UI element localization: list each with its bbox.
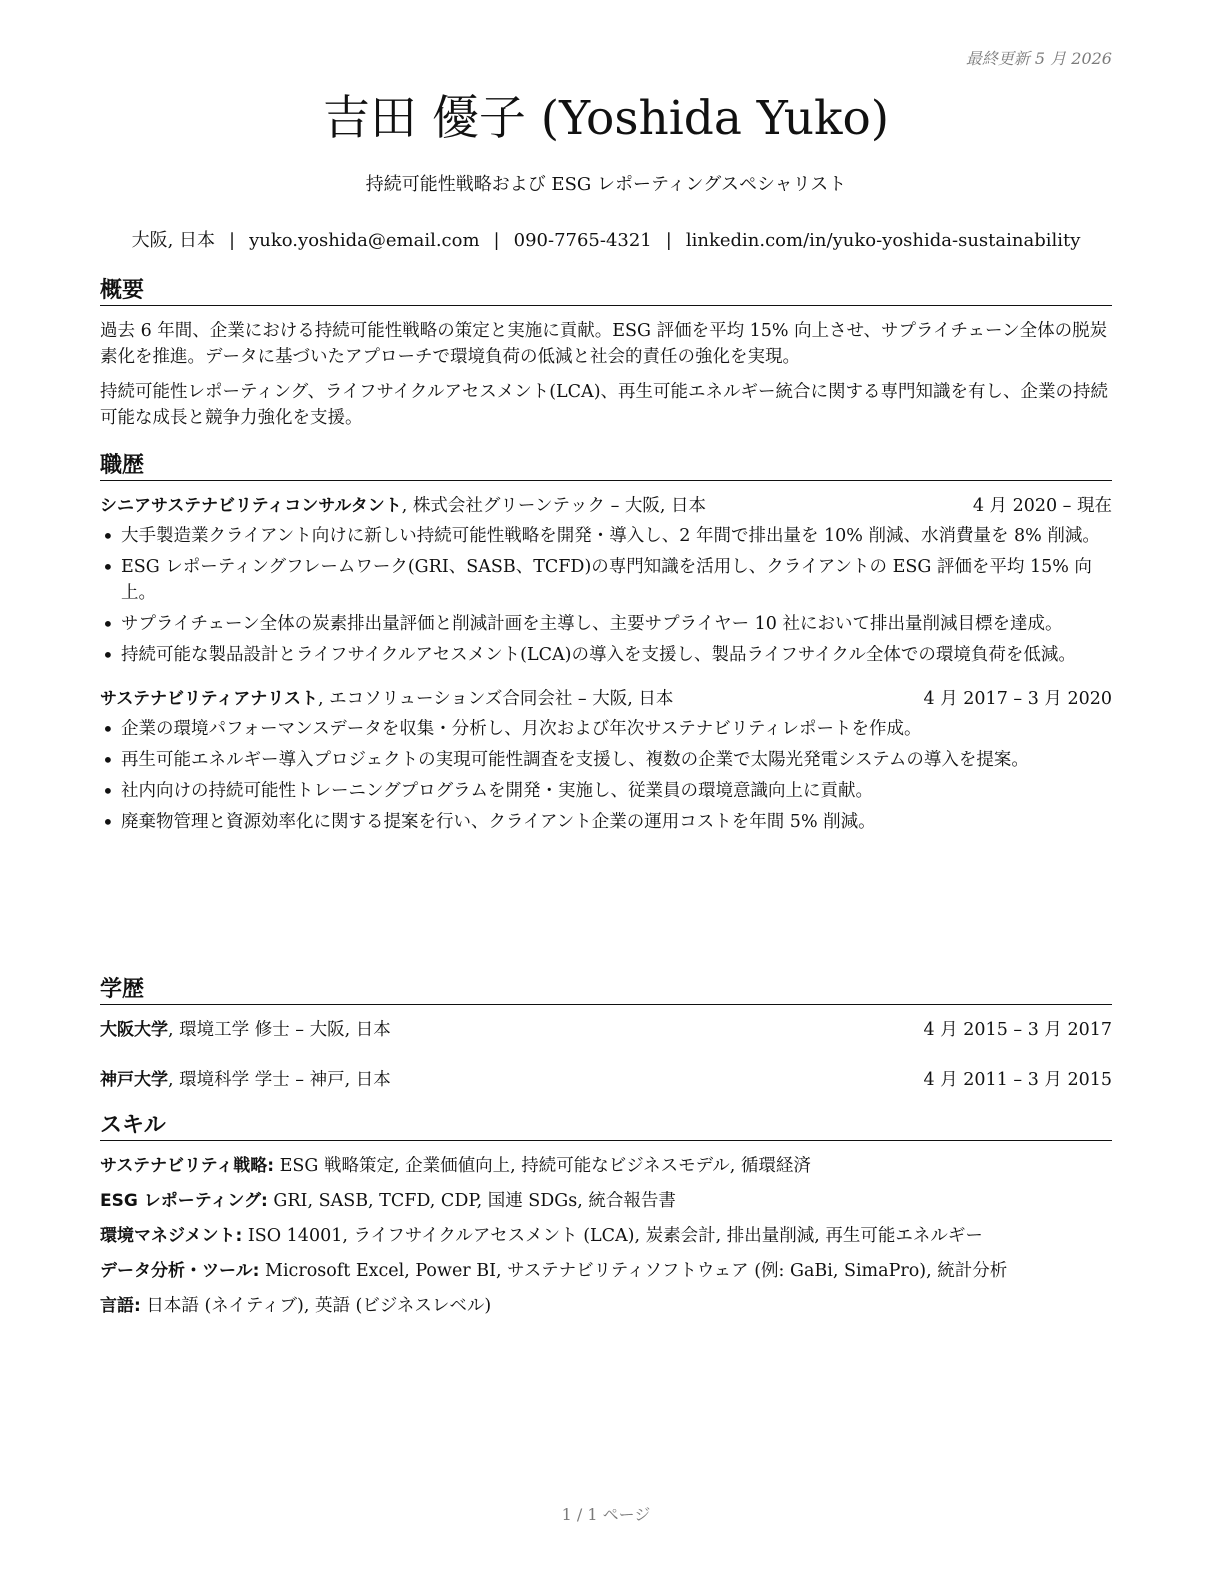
candidate-name: 吉田 優子 (Yoshida Yuko) <box>322 91 890 146</box>
job-bullet: • ESG レポーティングフレームワーク(GRI、SASB、TCFD)の専門知識を活用し、クライアントの ESG 評価を平均 15% 向上。 <box>100 554 1112 606</box>
summary-paragraph: 持続可能性レポーティング、ライフサイクルアセスメント(LCA)、再生可能エネルギー統合に関する専門知識を有し、企業の持続可能な成長と競争力強化を支援。 <box>100 382 1109 428</box>
last-updated: 最終更新 5 月 2026 <box>965 49 1112 68</box>
contact-email[interactable]: yuko.yoshida@email.com <box>249 230 480 251</box>
skill-label: データ分析・ツール: <box>100 1261 260 1281</box>
job-bullet: • サプライチェーン全体の炭素排出量評価と削減計画を主導し、主要サプライヤー 10 社において排出量削減目標を達成。 <box>100 611 1112 637</box>
job-bullet: • 廃棄物管理と資源効率化に関する提案を行い、クライアント企業の運用コストを年間 5% 削減。 <box>100 809 1112 835</box>
job-bullet: • 企業の環境パフォーマンスデータを収集・分析し、月次および年次サステナビリティレポートを作成。 <box>100 716 1112 742</box>
summary-paragraph: 過去 6 年間、企業における持続可能性戦略の策定と実施に貢献。ESG 評価を平均 15% 向上させ、サプライチェーン全体の脱炭素化を推進。データに基づいたアプローチで環境負荷の低減と社会的責任の強化を実現。 <box>100 321 1108 367</box>
education-section <box>100 975 1112 1093</box>
resume-page <box>100 0 1112 1584</box>
education-school: 神戸大学 <box>100 1070 168 1090</box>
section-title-skills: スキル <box>100 1111 1112 1141</box>
job-bullet: • 社内向けの持続可能性トレーニングプログラムを開発・実施し、従業員の環境意識向上に貢献。 <box>100 778 1112 804</box>
skill-line <box>100 1223 1112 1249</box>
job-organization: , エコソリューションズ合同会社 – 大阪, 日本 <box>317 689 674 709</box>
education-dates: 4 月 2015 – 3 月 2017 <box>923 1020 1112 1040</box>
education-entry <box>100 1067 1112 1093</box>
skill-line <box>100 1153 1112 1179</box>
job-bullet: • 再生可能エネルギー導入プロジェクトの実現可能性調査を支援し、複数の企業で太陽光発電システムの導入を提案。 <box>100 747 1112 773</box>
job-role: サステナビリティアナリスト <box>100 689 318 709</box>
job-bullets <box>100 716 1112 835</box>
education-entry <box>100 1017 1112 1043</box>
job-dates: 4 月 2020 – 現在 <box>972 496 1112 516</box>
job-header <box>100 686 1112 712</box>
skill-value: Microsoft Excel, Power BI, サステナビリティソフトウェア (例: GaBi, SimaPro), 統計分析 <box>259 1261 1008 1281</box>
education-degree: , 環境科学 学士 – 神戸, 日本 <box>168 1070 391 1090</box>
section-title-experience: 職歴 <box>100 451 1112 481</box>
job-bullet: • 持続可能な製品設計とライフサイクルアセスメント(LCA)の導入を支援し、製品ライフサイクル全体での環境負荷を低減。 <box>100 642 1112 668</box>
job-organization: , 株式会社グリーンテック – 大阪, 日本 <box>401 496 707 516</box>
candidate-title: 持続可能性戦略および ESG レポーティングスペシャリスト <box>365 174 847 195</box>
contact-line <box>100 226 1112 252</box>
education-dates: 4 月 2011 – 3 月 2015 <box>923 1070 1112 1090</box>
job-header <box>100 493 1112 519</box>
skill-label: 言語: <box>100 1296 141 1316</box>
job-role: シニアサステナビリティコンサルタント <box>100 496 402 516</box>
skill-value: ISO 14001, ライフサイクルアセスメント (LCA), 炭素会計, 排出量削減, 再生可能エネルギー <box>242 1226 983 1246</box>
contact-phone: 090-7765-4321 <box>513 230 652 251</box>
job-bullet: • 大手製造業クライアント向けに新しい持続可能性戦略を開発・導入し、2 年間で排出量を 10% 削減、水消費量を 8% 削減。 <box>100 523 1112 549</box>
skill-label: ESG レポーティング: <box>100 1191 268 1211</box>
skill-value: 日本語 (ネイティブ), 英語 (ビジネスレベル) <box>140 1296 492 1316</box>
skill-label: サステナビリティ戦略: <box>100 1156 275 1176</box>
job-entry <box>100 686 1112 835</box>
contact-separator: | <box>493 230 500 251</box>
contact-linkedin[interactable]: linkedin.com/in/yuko-yoshida-sustainability <box>685 230 1081 251</box>
skill-label: 環境マネジメント: <box>100 1226 243 1246</box>
skill-line <box>100 1258 1112 1284</box>
contact-separator: | <box>665 230 672 251</box>
job-entry <box>100 493 1112 668</box>
page-number: 1 / 1 ページ <box>561 1505 651 1524</box>
contact-location: 大阪, 日本 <box>131 230 216 251</box>
education-degree: , 環境工学 修士 – 大阪, 日本 <box>168 1020 391 1040</box>
job-dates: 4 月 2017 – 3 月 2020 <box>923 689 1112 709</box>
job-bullets <box>100 523 1112 668</box>
experience-section <box>100 451 1112 840</box>
skill-line <box>100 1293 1112 1319</box>
skill-value: ESG 戦略策定, 企業価値向上, 持続可能なビジネスモデル, 循環経済 <box>274 1156 811 1176</box>
education-school: 大阪大学 <box>100 1020 168 1040</box>
section-title-education: 学歴 <box>100 975 1112 1005</box>
skill-value: GRI, SASB, TCFD, CDP, 国連 SDGs, 統合報告書 <box>267 1191 676 1211</box>
section-title-summary: 概要 <box>100 276 1112 306</box>
contact-separator: | <box>229 230 236 251</box>
skills-section <box>100 1111 1112 1328</box>
skill-line <box>100 1188 1112 1214</box>
skills-list <box>100 1153 1112 1319</box>
summary-section <box>100 276 1112 431</box>
